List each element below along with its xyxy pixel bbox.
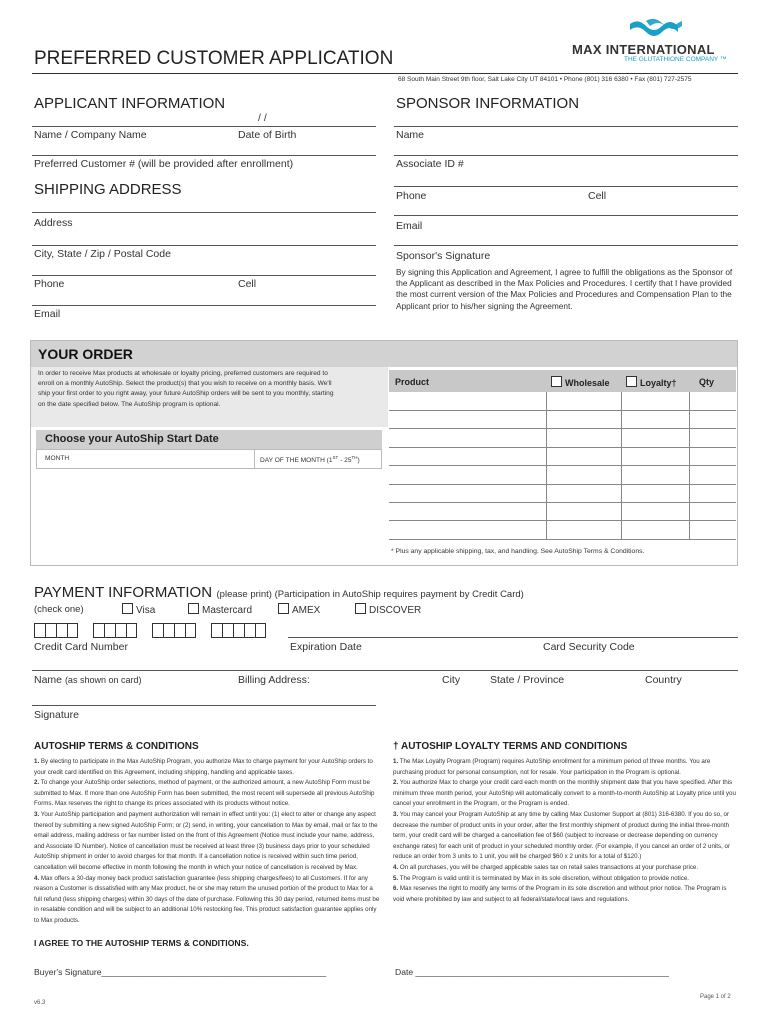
version-label: v6.3 [34, 1000, 46, 1006]
address-field[interactable] [32, 212, 376, 213]
order-table [389, 370, 736, 540]
order-row[interactable] [389, 484, 736, 485]
wholesale-checkbox[interactable] [551, 376, 562, 387]
applicant-heading: APPLICANT INFORMATION [34, 95, 226, 112]
sponsor-name-label: Name [396, 129, 425, 141]
pc-number-label: Preferred Customer # (will be provided after enrollment) [34, 158, 294, 170]
order-row[interactable] [389, 428, 736, 429]
buyer-signature-field[interactable]: Buyer's Signature_______________________________________________ [34, 967, 327, 977]
col-loyalty: Loyalty† [626, 376, 677, 388]
month-label: MONTH [45, 455, 70, 462]
col-product: Product [395, 377, 430, 387]
email-label: Email [34, 308, 61, 320]
amex-checkbox[interactable] [278, 603, 289, 614]
loyalty-checkbox[interactable] [626, 376, 637, 387]
order-row[interactable] [389, 410, 736, 411]
col-wholesale: Wholesale [551, 376, 610, 388]
page-title: PREFERRED CUSTOMER APPLICATION [34, 48, 394, 69]
autoship-terms-heading: AUTOSHIP TERMS & CONDITIONS [34, 741, 199, 752]
cc-number-label: Credit Card Number [34, 641, 128, 653]
billing-city-label: City [442, 674, 461, 686]
dob-slashes: / / [258, 112, 267, 124]
sponsor-email-label: Email [396, 220, 423, 232]
date-field[interactable]: Date _____________________________________________________ [395, 967, 669, 977]
city-label: City, State / Zip / Postal Code [34, 248, 171, 260]
cc-number-boxes-2[interactable] [93, 623, 137, 638]
autoship-term-item: 2. To change your AutoShip order selections, method of payment, or the authorized amount, a new AutoShip Form must be submitted to Max. If more than one AutoShip Form has been submitted, the most recent will supersede all previous AutoShip Forms. Max reserves the right to change its prices associated with its products without notice. [34, 779, 375, 808]
discover-checkbox[interactable] [355, 603, 366, 614]
sponsor-heading: SPONSOR INFORMATION [396, 95, 580, 112]
billing-state-label: State / Province [490, 674, 565, 686]
billing-country-label: Country [645, 674, 682, 686]
email-field[interactable] [32, 305, 376, 306]
check-one-label: (check one) [34, 604, 84, 615]
phone-field[interactable] [32, 275, 376, 276]
expiration-field[interactable] [288, 637, 738, 638]
cc-number-boxes-4[interactable] [211, 623, 266, 638]
sponsor-name-field[interactable] [394, 126, 738, 127]
month-field[interactable] [37, 450, 255, 468]
page-number: Page 1 of 2 [700, 994, 731, 1000]
order-row[interactable] [389, 502, 736, 503]
order-row[interactable] [389, 520, 736, 521]
order-heading: YOUR ORDER [38, 346, 133, 362]
loyalty-term-item: 5. The Program is valid until it is terminated by Max in its sole discretion, without obligation to provide notice. [393, 874, 690, 882]
loyalty-term-item: 2. You authorize Max to charge your credit card each month on the monthly shipment date that you have specified. After this minimum three month period, your AutoShip will automatically convert to a month-to-month AutoShip at Loyalty price until you cancel your enrollment in the Program, or the Program is ended. [393, 779, 736, 808]
associate-id-label: Associate ID # [396, 158, 464, 170]
payment-heading-row [34, 584, 524, 602]
order-footnote: * Plus any applicable shipping, tax, and handling. See AutoShip Terms & Conditions. [391, 548, 645, 555]
loyalty-terms-heading: † AUTOSHIP LOYALTY TERMS AND CONDITIONS [393, 741, 628, 752]
name-on-card-label: Name (as shown on card) [34, 674, 142, 686]
discover-option[interactable]: DISCOVER [355, 603, 421, 616]
company-tagline: THE GLUTATHIONE COMPANY ™ [624, 56, 727, 63]
sponsor-signature-field[interactable] [394, 245, 738, 246]
phone-label: Phone [34, 278, 65, 290]
order-row[interactable] [389, 447, 736, 448]
order-row[interactable] [389, 465, 736, 466]
agree-statement: I AGREE TO THE AUTOSHIP TERMS & CONDITIONS. [34, 938, 249, 948]
autoship-term-item: 4. Max offers a 30-day money back product satisfaction guarantee (less shipping charges/fees) to all Customers. If for any reason a Customer is dissatisfied with any Max product, he or she may return the unused portion of the product to Max for a full refund (less shipping charges) within 30 days of the date of purchase. Following this 30 day period, returned items must be in resalable condition and will be subject to an additional 10% restocking fee. This product satisfaction guarantee applies only to Max products. [34, 874, 380, 924]
order-row[interactable] [389, 539, 736, 540]
order-intro: In order to receive Max products at wholesale or loyalty pricing, preferred customers are required to enroll on a monthly AutoShip. Select the product(s) that you wish to receive on a monthly basis. We'll ship your first order to you right away, your future AutoShip orders will be sent to you monthly, starting on the date specified below. The AutoShip program is optional. [38, 370, 334, 408]
amex-option[interactable]: AMEX [278, 603, 320, 616]
shipping-heading: SHIPPING ADDRESS [34, 181, 182, 198]
company-name: MAX INTERNATIONAL [572, 42, 715, 57]
billing-label: Billing Address: [238, 674, 310, 686]
order-header-bar [31, 341, 737, 367]
payment-subheading: (please print) (Participation in AutoShip requires payment by Credit Card) [216, 589, 524, 600]
loyalty-term-item: 6. Max reserves the right to modify any terms of the Program in its sole discretion and without prior notice. The Program is void where prohibited by law and subject to all federal/state/local laws and regulations. [393, 885, 727, 903]
signature-field[interactable] [32, 705, 376, 706]
loyalty-term-item: 4. On all purchases, you will be charged applicable sales tax on retail sales transactions at your purchase price. [393, 863, 699, 871]
name-on-card-field[interactable] [32, 670, 738, 671]
visa-option[interactable]: Visa [122, 603, 155, 616]
address-label: Address [34, 217, 73, 229]
autoship-term-item: 1. By electing to participate in the Max AutoShip Program, you authorize Max to charge payment for your AutoShip orders to your credit card identified on this Agreement, including shipping, handling and applicable taxes. [34, 758, 373, 776]
sponsor-cell-label: Cell [588, 190, 607, 202]
autoship-term-item: 3. Your AutoShip participation and payment authorization will remain in effect until you: (1) elect to alter or change any aspect thereof by submitting a new signed AutoShip Form; or (2) send, in writing, your cancellation to Max by email, mail or fax to the email address, mailing address or fax number listed on the front of this Agreement (Notice must include your name, address, and Associate ID Number). Notice of cancellation must be received at least three (3) business days prior to your scheduled AutoShip shipment in order to avoid charges for that month. If a cancellation notice is received within such time period, cancellation will become effective in month following the month in which your notice of cancellation is received by Max. [34, 810, 378, 871]
mastercard-checkbox[interactable] [188, 603, 199, 614]
day-label: DAY OF THE MONTH (1ST - 25TH) [260, 455, 360, 465]
sponsor-signature-label: Sponsor's Signature [396, 250, 491, 262]
loyalty-term-item: 3. You may cancel your Program AutoShip at any time by calling Max Customer Support at (801) 316-6380. If you do so, or decrease the number of product units in your order, after the first monthly shipment of product during the initial three-month term, your credit card will be charged a cancellation fee of $60 (subject to increase or decrease depending on currency exchange rates) for each unit of product in your scheduled monthly order. (For example, if you cancel an order of 2 units, or reduce an order from 3 units to 1 unit, you will be charged $60 x 2 units for a total of $120.) [393, 810, 731, 861]
signature-label: Signature [34, 709, 79, 721]
autoship-terms [34, 757, 380, 927]
loyalty-terms [393, 757, 738, 905]
visa-checkbox[interactable] [122, 603, 133, 614]
sponsor-statement: By signing this Application and Agreement, I agree to fulfill the obligations as the Sponsor of the Applicant as described in the Max Policies and Procedures. I certify that I have provided the most current version of the Max Policies and Procedures and Compensation Plan to the Applicant prior to his/her signing the Agreement. [396, 267, 733, 311]
sponsor-phone-label: Phone [396, 190, 427, 202]
sponsor-phone-field[interactable] [394, 186, 738, 187]
col-qty: Qty [699, 377, 715, 387]
max-wave-icon [628, 18, 688, 42]
autoship-heading: Choose your AutoShip Start Date [45, 433, 219, 445]
loyalty-term-item: 1. The Max Loyalty Program (Program) requires AutoShip enrollment for a minimum period of three months. You are purchasing product for personal consumption, not for resale. Your participation in the Program is optional. [393, 758, 711, 776]
cc-number-boxes-1[interactable] [34, 623, 78, 638]
city-field[interactable] [32, 245, 376, 246]
company-address: 68 South Main Street 9th floor, Salt Lake City UT 84101 • Phone (801) 316 6380 • Fax (801) 727-2575 [398, 76, 692, 83]
associate-id-field[interactable] [394, 155, 738, 156]
company-logo [572, 18, 740, 68]
cell-label: Cell [238, 278, 257, 290]
expiration-label: Expiration Date [290, 641, 362, 653]
sponsor-email-field[interactable] [394, 215, 738, 216]
name-label: Name / Company Name [34, 129, 147, 141]
dob-label: Date of Birth [238, 129, 297, 141]
mastercard-option[interactable]: Mastercard [188, 603, 252, 616]
pc-number-field[interactable] [32, 155, 376, 156]
name-field[interactable] [32, 126, 376, 127]
cc-number-boxes-3[interactable] [152, 623, 196, 638]
payment-heading: PAYMENT INFORMATION [34, 584, 213, 601]
security-code-label: Card Security Code [543, 641, 635, 653]
